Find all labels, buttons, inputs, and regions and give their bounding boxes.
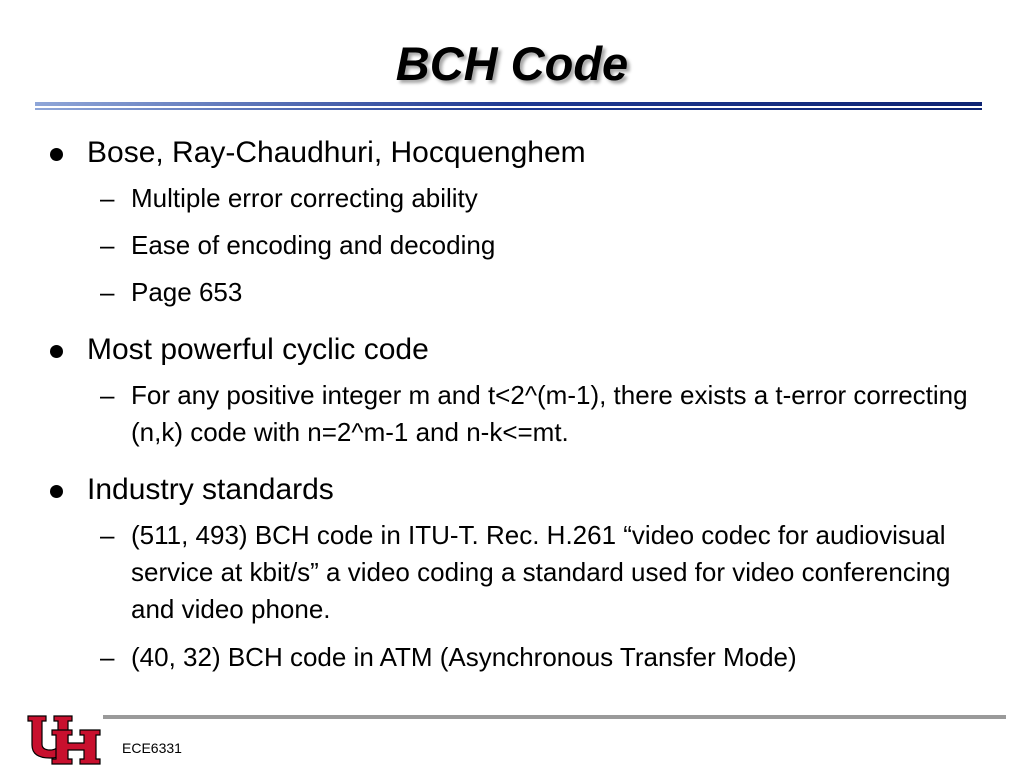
dash-icon: –	[100, 520, 115, 550]
sub-bullet-text: Page 653	[131, 277, 243, 307]
sub-bullet-text: Ease of encoding and decoding	[131, 230, 496, 260]
dash-icon: –	[100, 642, 115, 672]
dash-icon: –	[100, 277, 115, 307]
bullet-dot-icon	[50, 485, 63, 498]
footer-divider	[103, 715, 1006, 719]
dash-icon: –	[100, 230, 115, 260]
slide-title: BCH Code	[395, 37, 629, 90]
sub-bullet-text: (40, 32) BCH code in ATM (Asynchronous Transfer Mode)	[131, 642, 797, 672]
bullet-text: Most powerful cyclic code	[87, 333, 429, 366]
sub-bullet-text: (511, 493) BCH code in ITU-T. Rec. H.261 “video codec for audiovisual service at kbit/s” a video coding a standard used for video conferencing and video phone.	[131, 520, 951, 624]
dash-icon: –	[100, 183, 115, 213]
bullet-text: Industry standards	[87, 473, 334, 506]
bullet-dot-icon	[50, 148, 63, 161]
university-logo-icon	[22, 712, 104, 768]
footer-course-label: ECE6331	[122, 740, 182, 756]
bullet-text: Bose, Ray-Chaudhuri, Hocquenghem	[87, 136, 586, 169]
dash-icon: –	[100, 380, 115, 410]
sub-bullet-text: Multiple error correcting ability	[131, 183, 478, 213]
sub-bullet-text: For any positive integer m and t<2^(m-1), there exists a t-error correcting (n,k) code with n=2^m-1 and n-k<=mt.	[131, 380, 968, 447]
bullet-dot-icon	[50, 345, 63, 358]
